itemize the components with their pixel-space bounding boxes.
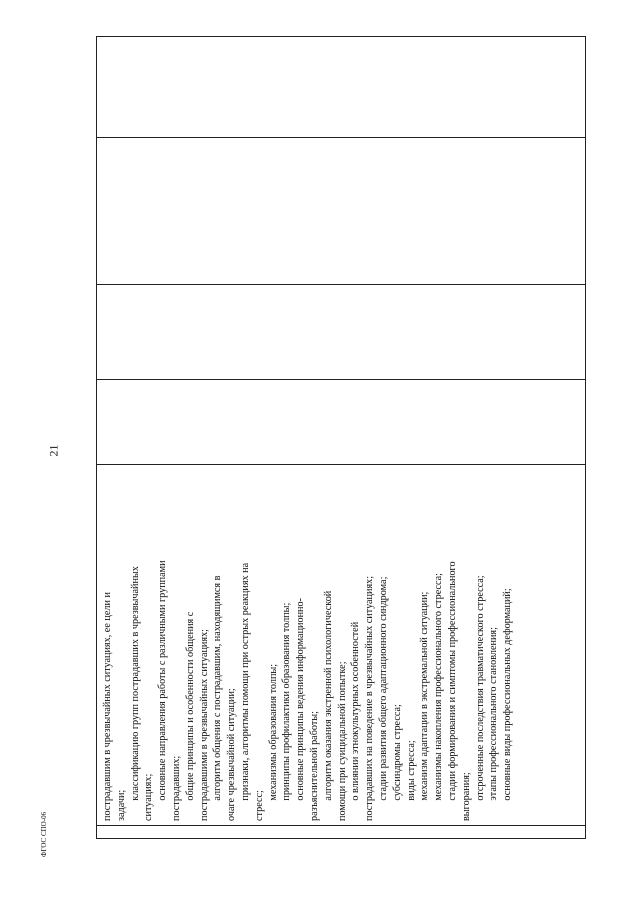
- content-line: выгорания;: [460, 772, 472, 821]
- content-line: стадии формирования и симптомы профессионального: [446, 561, 458, 821]
- table-cell-code: [97, 285, 586, 380]
- content-line: основные принципы ведения информационно-: [295, 598, 307, 821]
- content-line: классификацию групп пострадавших в чрезвычайных: [129, 566, 141, 821]
- content-line: пострадавших;: [170, 755, 182, 821]
- content-line: общие принципы и особенности общения с: [184, 611, 196, 821]
- content-line: признаки, алгоритмы помощи при острых реакциях на: [239, 562, 251, 821]
- content-line: принципы профилактики образования толпы;: [281, 602, 293, 821]
- content-line: задачи;: [115, 789, 127, 821]
- content-line: отсроченные последствия травматического стресса;: [474, 575, 486, 821]
- table-cell-modules: [97, 138, 586, 285]
- content-line: очаге чрезвычайной ситуации;: [226, 688, 238, 821]
- table-cell-competencies: [97, 37, 586, 138]
- content-text: [97, 465, 515, 825]
- content-line: ситуациях;: [143, 773, 155, 821]
- table-cell-index: [97, 826, 586, 839]
- content-line: помощи при суицидальной попытке;: [336, 661, 348, 821]
- footer-code: ФГОС СПО-06: [40, 811, 48, 857]
- table-cell-content: [97, 465, 586, 826]
- content-line: разъяснительной работы;: [308, 711, 320, 821]
- table-cell-hours: [97, 380, 586, 465]
- content-line: механизм адаптации в экстремальной ситуации;: [419, 591, 431, 821]
- table-row: [97, 37, 586, 839]
- content-line: пострадавшими в чрезвычайных ситуациях;: [198, 629, 210, 821]
- table-grid: [96, 36, 586, 839]
- page-number: 21: [46, 444, 61, 457]
- content-line: пострадавшим в чрезвычайных ситуациях, ее цели и: [102, 592, 113, 821]
- content-line: пострадавших на поведение в чрезвычайных ситуациях;: [364, 575, 376, 821]
- content-line: алгоритм общения с пострадавшим, находящимся в: [212, 575, 224, 821]
- content-line: этапы профессионального становления;: [488, 627, 500, 821]
- content-line: основные направления работы с различными группами: [157, 560, 169, 821]
- content-line: основные виды профессиональных деформаций;: [502, 588, 514, 821]
- content-line: о влиянии этнокультурных особенностей: [350, 621, 362, 821]
- content-line: виды стресса;: [405, 740, 417, 821]
- content-line: алгоритм оказания экстренной психологической: [322, 590, 334, 821]
- content-line: стадии развития общего адаптационного синдрома;: [377, 576, 389, 821]
- content-line: механизмы накопления профессионального стресса;: [433, 572, 445, 821]
- content-line: механизмы образования толпы;: [267, 663, 279, 821]
- curriculum-table: [96, 43, 586, 839]
- content-line: стресс;: [253, 790, 265, 821]
- content-line: субсиндромы стресса;: [391, 704, 403, 821]
